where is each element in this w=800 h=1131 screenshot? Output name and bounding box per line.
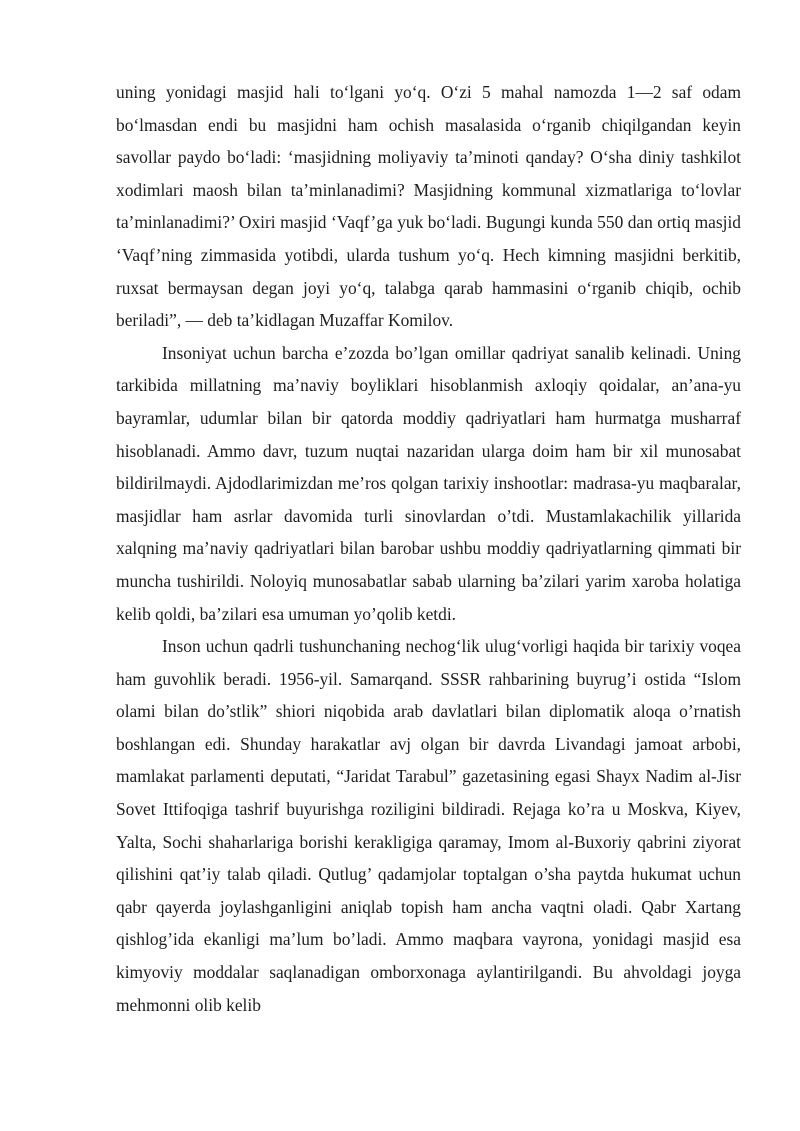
paragraph-values: Insoniyat uchun barcha e’zozda bo’lgan omillar qadriyat sanalib kelinadi. Uning tarkibida millatning ma’naviy boyliklari hisoblanmish axloqiy qoidalar, an’ana-yu bayramlar, udumlar bilan bir qatorda moddiy qadriyatlari ham hurmatga musharraf hisoblanadi. Ammo davr, tuzum nuqtai nazaridan ularga doim ham bir xil munosabat bildirilmaydi. Ajdodlarimizdan me’ros qolgan tarixiy inshootlar: madrasa-yu maqbaralar, masjidlar ham asrlar davomida turli sinovlardan o’tdi. Mustamlakachilik yillarida xalqning ma’naviy qadriyatlari bilan barobar ushbu moddiy qadriyatlarning qimmati bir muncha tushirildi. Noloyiq munosabatlar sabab ularning ba’zilari yarim xaroba holatiga kelib qoldi, ba’zilari esa umuman yo’qolib ketdi. bbox=[116, 342, 741, 624]
document-body bbox=[116, 76, 741, 1021]
paragraph-historical-event: Inson uchun qadrli tushunchaning nechog‘lik ulug‘vorligi haqida bir tarixiy voqea ham guvohlik beradi. 1956-yil. Samarqand. SSSR rahbarining buyrug’i ostida “Islom olami bilan do’stlik” shiori niqobida arab davlatlari bilan diplomatik aloqa o’rnatish boshlangan edi. Shunday harakatlar avj olgan bir davrda Livandagi jamoat arbobi, mamlakat parlamenti deputati, “Jaridat Tarabul” gazetasining egasi Shayx Nadim al-Jisr Sovet Ittifoqiga tashrif buyurishga roziligini bildiradi. Rejaga ko’ra u Moskva, Kiyev, Yalta, Sochi shaharlariga borishi kerakligiga qaramay, Imom al-Buxoriy qabrini ziyorat qilishini qat’iy talab qiladi. Qutlug’ qadamjolar toptalgan o’sha paytda hukumat uchun qabr qayerda joylashganligini aniqlab topish ham ancha vaqtni oladi. Qabr Xartang qishlog’ida ekanligi ma’lum bo’ladi. Ammo maqbara vayrona, yonidagi masjid esa kimyoviy moddalar saqlanadigan omborxonaga aylantirilgandi. Bu ahvoldagi joyga mehmonni olib kelib bbox=[116, 636, 741, 1015]
paragraph-continuation: uning yonidagi masjid hali to‘lgani yo‘q. O‘zi 5 mahal namozda 1—2 saf odam bo‘lmasdan endi bu masjidni ham ochish masalasida o‘rganib chiqilgandan keyin savollar paydo bo‘ladi: ‘masjidning moliyaviy ta’minoti qanday? O‘sha diniy tashkilot xodimlari maosh bilan ta’minlanadimi? Masjidning kommunal xizmatlariga to‘lovlar ta’minlanadimi?’ Oxiri masjid ‘Vaqf’ga yuk bo‘ladi. Bugungi kunda 550 dan ortiq masjid ‘Vaqf’ning zimmasida yotibdi, ularda tushum yo‘q. Hech kimning masjidni berkitib, ruxsat bermaysan degan joyi yo‘q, talabga qarab hammasini o‘rganib chiqib, ochib beriladi”, — deb ta’kidlagan Muzaffar Komilov. bbox=[116, 82, 741, 331]
